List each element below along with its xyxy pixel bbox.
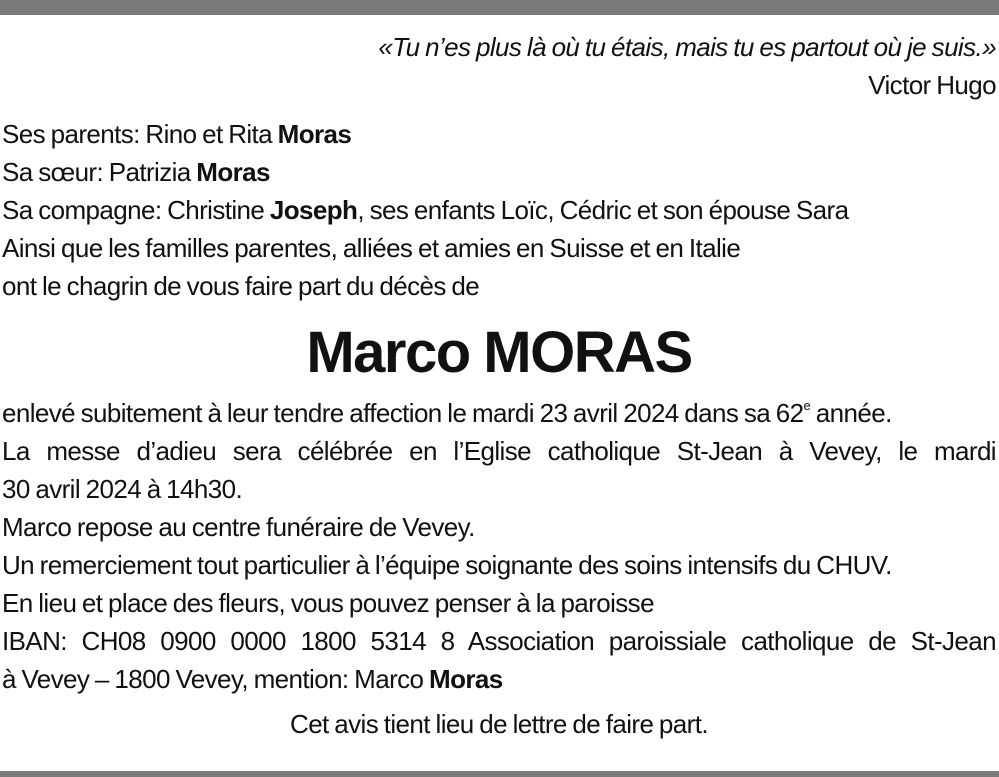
announcement-line: ont le chagrin de vous faire part du décès de [2, 271, 480, 301]
death-year-word: année. [810, 398, 892, 428]
bottom-rule [0, 771, 999, 777]
partner-children-text: , ses enfants Loïc, Cédric et son épouse Sara [357, 195, 849, 225]
sister-text: Sa sœur: Patrizia [2, 157, 197, 187]
iban-line: IBAN: CH08 0900 0000 1800 5314 8 Association paroissiale catholique de St-Jean [2, 626, 996, 656]
death-text: enlevé subitement à leur tendre affection le mardi 23 avril 2024 dans sa 62 [2, 398, 804, 428]
mass-line-2: 30 avril 2024 à 14h30. [2, 474, 243, 504]
mass-line-1: La messe d’adieu sera célébrée en l’Eglise catholique St-Jean à Vevey, le mardi [2, 436, 996, 466]
parents-surname: Moras [277, 119, 352, 149]
details [2, 394, 996, 698]
sister-line [2, 153, 996, 191]
partner-text: Sa compagne: Christine [2, 195, 270, 225]
iban-surname: Moras [429, 664, 503, 694]
relatives-line: Ainsi que les familles parentes, alliées et amies en Suisse et en Italie [2, 233, 741, 263]
family-list [2, 115, 996, 305]
iban-mention-text: à Vevey – 1800 Vevey, mention: Marco [2, 664, 430, 694]
rest-line: Marco repose au centre funéraire de Vevey. [2, 512, 475, 542]
iban-line-2 [2, 660, 996, 698]
epigraph [2, 28, 996, 104]
parents-text: Ses parents: Rino et Rita [2, 119, 278, 149]
obituary-notice [2, 28, 996, 743]
epigraph-author: Victor Hugo [868, 70, 996, 100]
flowers-line: En lieu et place des fleurs, vous pouvez penser à la paroisse [2, 588, 654, 618]
top-rule [0, 0, 999, 15]
partner-line [2, 191, 996, 229]
thanks-line: Un remerciement tout particulier à l’équipe soignante des soins intensifs du CHUV. [2, 550, 892, 580]
parents-line [2, 115, 996, 153]
sister-surname: Moras [196, 157, 270, 187]
closing-line: Cet avis tient lieu de lettre de faire part. [290, 709, 708, 739]
ordinal-suffix: e [803, 398, 811, 414]
epigraph-quote: «Tu n’es plus là où tu étais, mais tu es partout où je suis.» [378, 32, 996, 62]
death-line [2, 394, 996, 432]
deceased-name: Marco MORAS [306, 320, 692, 385]
partner-surname: Joseph [269, 195, 358, 225]
